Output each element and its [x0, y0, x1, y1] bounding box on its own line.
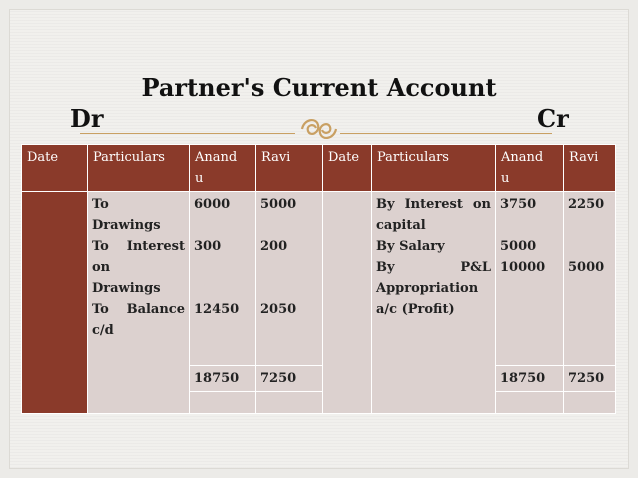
header-anand-right-line1: Anand [501, 150, 544, 165]
header-anand-right-line2: u [501, 171, 510, 186]
header-anand-left-line2: u [195, 171, 204, 186]
blank-cell [190, 392, 256, 414]
debit-anand-value: 300 [194, 239, 222, 254]
credit-anand-value: 5000 [500, 239, 537, 254]
debit-ravi-value [260, 257, 318, 278]
header-particulars-left: Particulars [88, 145, 190, 192]
debit-particulars-line: c/d [92, 323, 114, 338]
table-row-entries [22, 192, 616, 366]
slide-title: Partner's Current Account [141, 73, 497, 102]
divider-line-left [80, 133, 295, 134]
debit-date-cell [22, 192, 88, 414]
debit-anand-value [194, 215, 251, 236]
credit-ravi-value: 2250 [568, 197, 605, 212]
debit-anand-total: 18750 [190, 366, 256, 392]
credit-particulars-line: By Interest on [376, 197, 491, 212]
credit-particulars-line: By P&L [376, 260, 491, 275]
header-anand-left-line1: Anand [195, 150, 238, 165]
table-header-row [22, 145, 616, 192]
credit-ravi-value: 5000 [568, 260, 605, 275]
header-anand-right [496, 145, 564, 192]
credit-anand-cell [496, 192, 564, 366]
partners-current-account-table [21, 144, 616, 414]
credit-particulars-cell [372, 192, 496, 414]
credit-particulars-line: By Salary [376, 239, 445, 254]
blank-cell [256, 392, 323, 414]
debit-particulars-line: Drawings [92, 218, 161, 233]
credit-ravi-cell [564, 192, 616, 366]
debit-label: Dr [70, 104, 104, 133]
debit-ravi-value: 2050 [260, 302, 297, 317]
debit-particulars-line: To Interest [92, 239, 185, 254]
debit-particulars-cell [88, 192, 190, 414]
blank-cell [564, 392, 616, 414]
credit-label: Cr [537, 104, 569, 133]
debit-ravi-value [260, 278, 318, 299]
credit-date-cell [323, 192, 372, 414]
blank-cell [496, 392, 564, 414]
header-date-left: Date [22, 145, 88, 192]
debit-particulars-line: on [92, 260, 111, 275]
credit-ravi-value [568, 236, 611, 257]
debit-ravi-value [260, 215, 318, 236]
debit-anand-cell [190, 192, 256, 366]
debit-anand-value [194, 257, 251, 278]
credit-anand-value [500, 215, 559, 236]
debit-particulars-line: To Balance [92, 302, 185, 317]
credit-ravi-value [568, 215, 611, 236]
header-anand-left [190, 145, 256, 192]
debit-anand-value: 12450 [194, 302, 240, 317]
debit-ravi-value: 5000 [260, 197, 297, 212]
credit-particulars-line: a/c (Profit) [376, 302, 455, 317]
debit-ravi-cell [256, 192, 323, 366]
header-ravi-right: Ravi [564, 145, 616, 192]
debit-particulars-line: Drawings [92, 281, 161, 296]
credit-anand-total: 18750 [496, 366, 564, 392]
credit-particulars-line: capital [376, 218, 426, 233]
credit-anand-value: 10000 [500, 260, 546, 275]
header-ravi-left: Ravi [256, 145, 323, 192]
divider-line-right [340, 133, 552, 134]
debit-ravi-value: 200 [260, 239, 288, 254]
debit-particulars-line: To [92, 197, 109, 212]
credit-particulars-line: Appropriation [376, 281, 479, 296]
credit-ravi-total: 7250 [564, 366, 616, 392]
header-particulars-right: Particulars [372, 145, 496, 192]
flourish-icon [296, 113, 342, 143]
debit-anand-value [194, 278, 251, 299]
debit-anand-value: 6000 [194, 197, 231, 212]
header-date-right: Date [323, 145, 372, 192]
credit-anand-value: 3750 [500, 197, 537, 212]
debit-ravi-total: 7250 [256, 366, 323, 392]
